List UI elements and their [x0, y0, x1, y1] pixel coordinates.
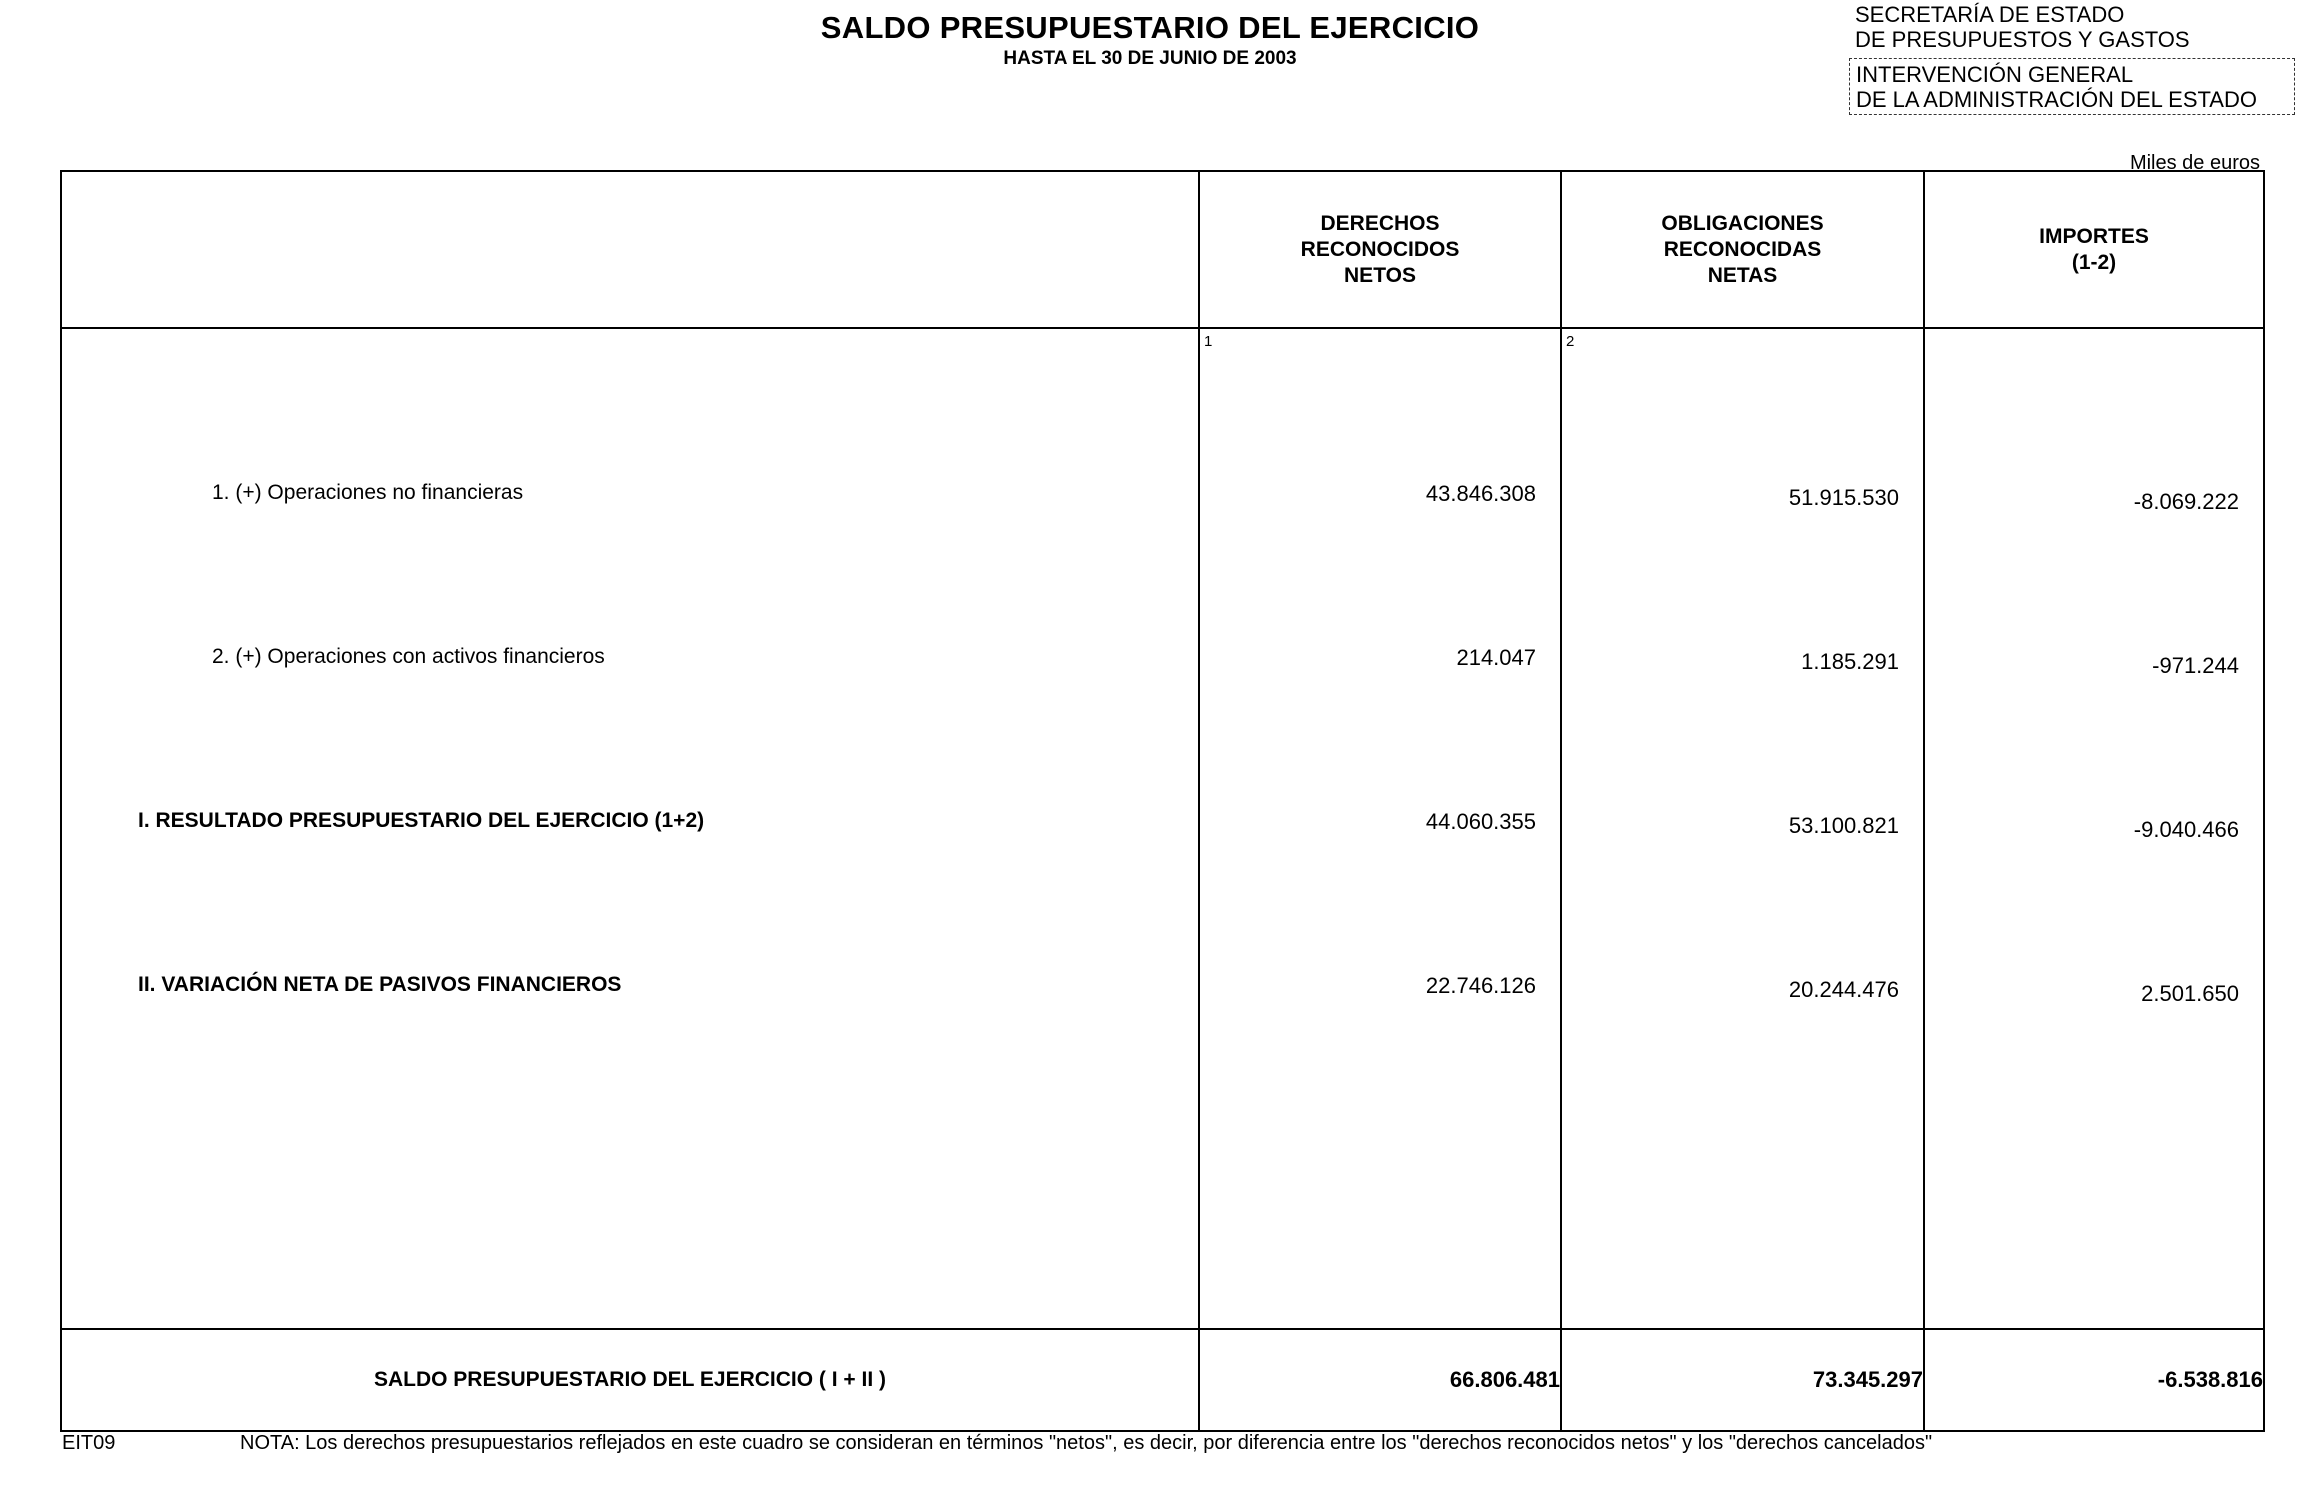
- column-header-derechos-label: DERECHOS RECONOCIDOS NETOS: [1300, 211, 1460, 287]
- total-row: [61, 1329, 2264, 1431]
- value-derechos-row3: 44.060.355: [1425, 809, 1536, 834]
- budget-balance-table: [60, 170, 2265, 1432]
- footnote: NOTA: Los derechos presupuestarios reflejados en este cuadro se consideran en términos "netos", es decir, por diferencia entre los "derechos reconocidos netos" y los "derechos cancelados": [240, 1432, 1933, 1454]
- column-header-obligaciones-label: OBLIGACIONES RECONOCIDAS NETAS: [1661, 211, 1824, 287]
- org-line-2: DE PRESUPUESTOS Y GASTOS: [1855, 27, 2190, 52]
- column-header-derechos: [1199, 171, 1561, 328]
- value-derechos-row4: 22.746.126: [1425, 973, 1536, 998]
- body-row: [61, 328, 2264, 1329]
- labels-cell: [61, 328, 1199, 1329]
- report-title: SALDO PRESUPUESTARIO DEL EJERCICIO: [820, 10, 1480, 45]
- value-obligaciones-row4: 20.244.476: [1788, 977, 1899, 1002]
- issuing-organization: [1855, 2, 2295, 115]
- total-importes: -6.538.816: [1924, 1329, 2264, 1431]
- row-label-pasivos-financieros: II. VARIACIÓN NETA DE PASIVOS FINANCIEROS: [138, 973, 622, 996]
- value-obligaciones-row1: 51.915.530: [1788, 485, 1899, 510]
- total-obligaciones: 73.345.297: [1561, 1329, 1924, 1431]
- total-label: SALDO PRESUPUESTARIO DEL EJERCICIO ( I + II ): [61, 1329, 1199, 1431]
- row-label-operaciones-no-financieras: 1. (+) Operaciones no financieras: [212, 481, 524, 504]
- value-importes-row4: 2.501.650: [2141, 981, 2239, 1006]
- column-header-importes-label: IMPORTES (1-2): [2039, 224, 2149, 274]
- column-header-importes: [1924, 171, 2264, 328]
- obligaciones-values-cell: [1561, 328, 1924, 1329]
- derechos-values-cell: [1199, 328, 1561, 1329]
- total-derechos: 66.806.481: [1199, 1329, 1561, 1431]
- units-label: Miles de euros: [2129, 152, 2260, 174]
- org-line-3: INTERVENCIÓN GENERAL: [1856, 62, 2134, 87]
- value-importes-row2: -971.244: [2152, 653, 2239, 678]
- value-importes-row1: -8.069.222: [2133, 489, 2239, 514]
- value-derechos-row1: 43.846.308: [1425, 481, 1536, 506]
- value-obligaciones-row3: 53.100.821: [1788, 813, 1899, 838]
- row-label-activos-financieros: 2. (+) Operaciones con activos financieros: [212, 645, 605, 668]
- org-stamp-box: [1849, 58, 2295, 115]
- value-importes-row3: -9.040.466: [2133, 817, 2239, 842]
- org-line-1: SECRETARÍA DE ESTADO: [1855, 2, 2125, 27]
- importes-values-cell: [1924, 328, 2264, 1329]
- value-derechos-row2: 214.047: [1456, 645, 1536, 670]
- value-obligaciones-row2: 1.185.291: [1801, 649, 1899, 674]
- header-row: [61, 171, 2264, 328]
- header-empty-cell: [61, 171, 1199, 328]
- org-line-4: DE LA ADMINISTRACIÓN DEL ESTADO: [1856, 87, 2257, 112]
- row-label-resultado-presupuestario: I. RESULTADO PRESUPUESTARIO DEL EJERCICIO (1+2): [138, 809, 705, 832]
- report-subtitle: HASTA EL 30 DE JUNIO DE 2003: [1003, 48, 1297, 69]
- column-number-1: 1: [1204, 333, 1213, 350]
- column-number-2: 2: [1566, 333, 1575, 350]
- report-code: EIT09: [62, 1432, 116, 1454]
- column-header-obligaciones: [1561, 171, 1924, 328]
